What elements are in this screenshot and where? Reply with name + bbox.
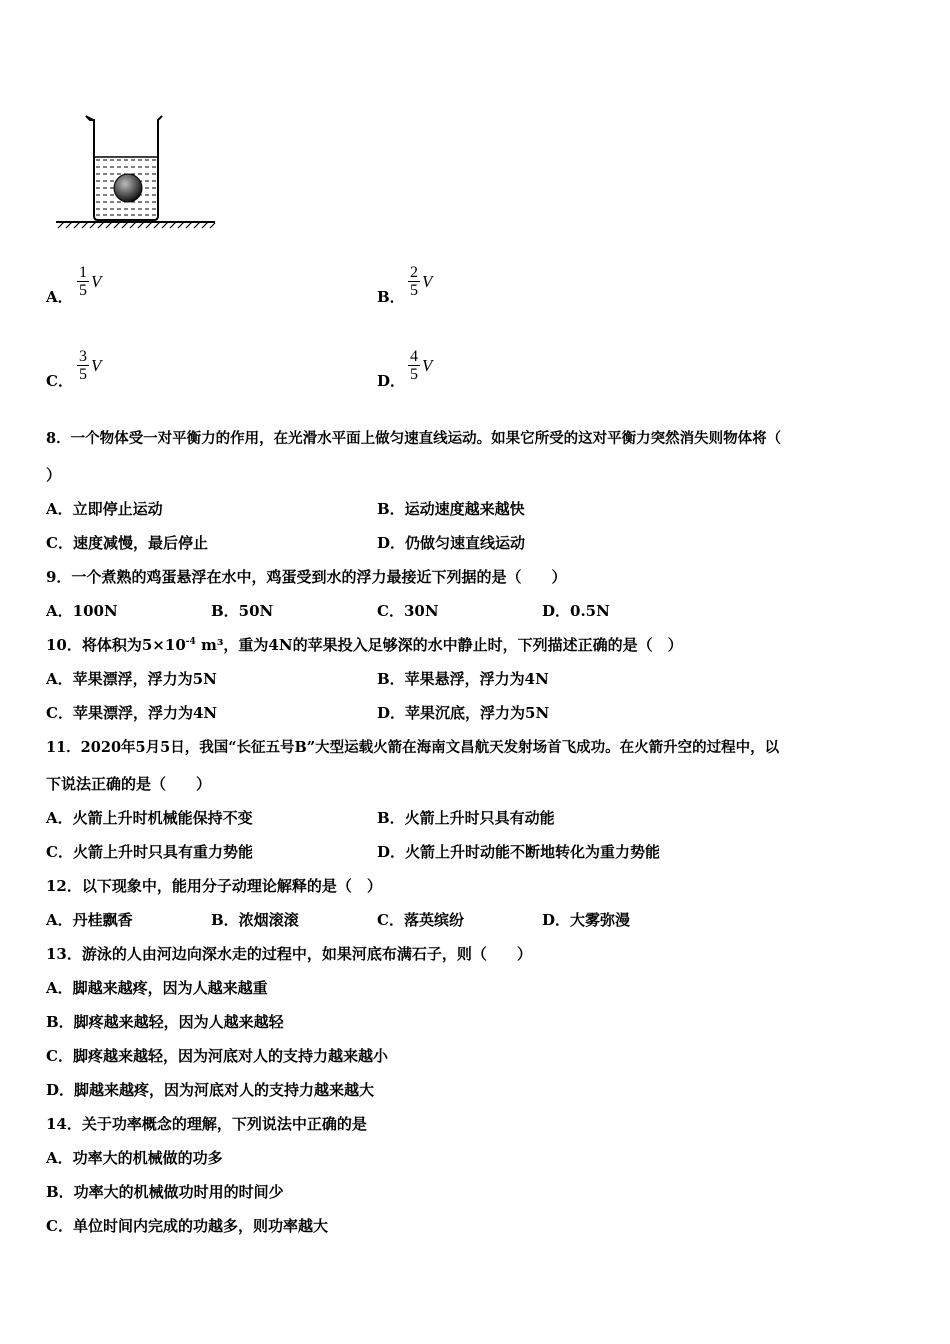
q8-option-d[interactable]: D．仍做匀速直线运动 [377,534,526,552]
option-label: B． [377,288,405,306]
q13-stem: 13．游泳的人由河边向深水走的过程中，如果河底布满石子，则（ ） [46,945,532,963]
variable-v: V [91,356,102,375]
q14-option-a[interactable]: A．功率大的机械做的功多 [46,1149,223,1167]
q14-option-c[interactable]: C．单位时间内完成的功越多，则功率越大 [46,1217,328,1235]
q11-option-d[interactable]: D．火箭上升时动能不断地转化为重力势能 [377,843,661,861]
q14-stem: 14．关于功率概念的理解，下列说法中正确的是 [46,1115,367,1133]
q10-option-a[interactable]: A．苹果漂浮，浮力为5N [46,670,217,688]
q9-option-c[interactable]: C．30N [377,602,439,620]
q12-option-a[interactable]: A．丹桂飘香 [46,911,133,929]
q8-option-c[interactable]: C．速度减慢，最后停止 [46,534,208,552]
q13-option-a[interactable]: A．脚越来越疼，因为人越来越重 [46,979,268,997]
option-label: D． [377,372,406,390]
q9-option-b[interactable]: B．50N [211,602,274,620]
q10-option-b[interactable]: B．苹果悬浮，浮力为4N [377,670,549,688]
q11-stem: 11．2020年5月5日，我国“长征五号B”大型运载火箭在海南文昌航天发射场首飞成功。在火箭升空的过程中，以 [46,739,780,756]
q11-option-b[interactable]: B．火箭上升时只具有动能 [377,809,555,827]
variable-v: V [422,356,433,375]
q9-stem: 9．一个煮熟的鸡蛋悬浮在水中，鸡蛋受到水的浮力最接近下列据的是（ ） [46,568,567,586]
q8-stem-cont: ） [46,466,62,484]
variable-v: V [91,272,102,291]
q12-option-d[interactable]: D．大雾弥漫 [542,911,631,929]
q9-option-a[interactable]: A．100N [46,602,118,620]
q13-option-d[interactable]: D．脚越来越疼，因为河底对人的支持力越来越大 [46,1081,375,1099]
fraction: 1 5 [79,264,87,299]
q10-stem: 10．将体积为$5\times 10^{-4}$ m³，重为4N的苹果投入足够深的水中静止时，下列描述正确的是（ ） [46,636,683,654]
q10-option-c[interactable]: C．苹果漂浮，浮力为4N [46,704,218,722]
beaker-with-ball-icon [50,110,220,235]
q13-option-b[interactable]: B．脚疼越来越轻，因为人越来越轻 [46,1013,284,1031]
q8-option-a[interactable]: A．立即停止运动 [46,500,163,518]
q13-option-c[interactable]: C．脚疼越来越轻，因为河底对人的支持力越来越小 [46,1047,388,1065]
q12-option-c[interactable]: C．落英缤纷 [377,911,464,929]
q8-stem: 8．一个物体受一对平衡力的作用，在光滑水平面上做匀速直线运动。如果它所受的这对平衡力突然消失则物体将（ [46,430,782,447]
q9-option-d[interactable]: D．0.5N [542,602,610,620]
q8-option-b[interactable]: B．运动速度越来越快 [377,500,525,518]
q12-stem: 12．以下现象中，能用分子动理论解释的是（ ） [46,877,382,895]
q10-option-d[interactable]: D．苹果沉底，浮力为5N [377,704,550,722]
fraction: 4 5 [410,348,418,383]
q11-option-c[interactable]: C．火箭上升时只具有重力势能 [46,843,253,861]
fraction: 2 5 [410,264,418,299]
q14-option-b[interactable]: B．功率大的机械做功时用的时间少 [46,1183,284,1201]
variable-v: V [422,272,433,291]
fraction: 3 5 [79,348,87,383]
q11-option-a[interactable]: A．火箭上升时机械能保持不变 [46,809,253,827]
option-label: C． [46,372,73,390]
q12-option-b[interactable]: B．浓烟滚滚 [211,911,299,929]
option-label: A． [46,288,73,306]
q11-stem-cont: 下说法正确的是（ ） [46,775,212,793]
